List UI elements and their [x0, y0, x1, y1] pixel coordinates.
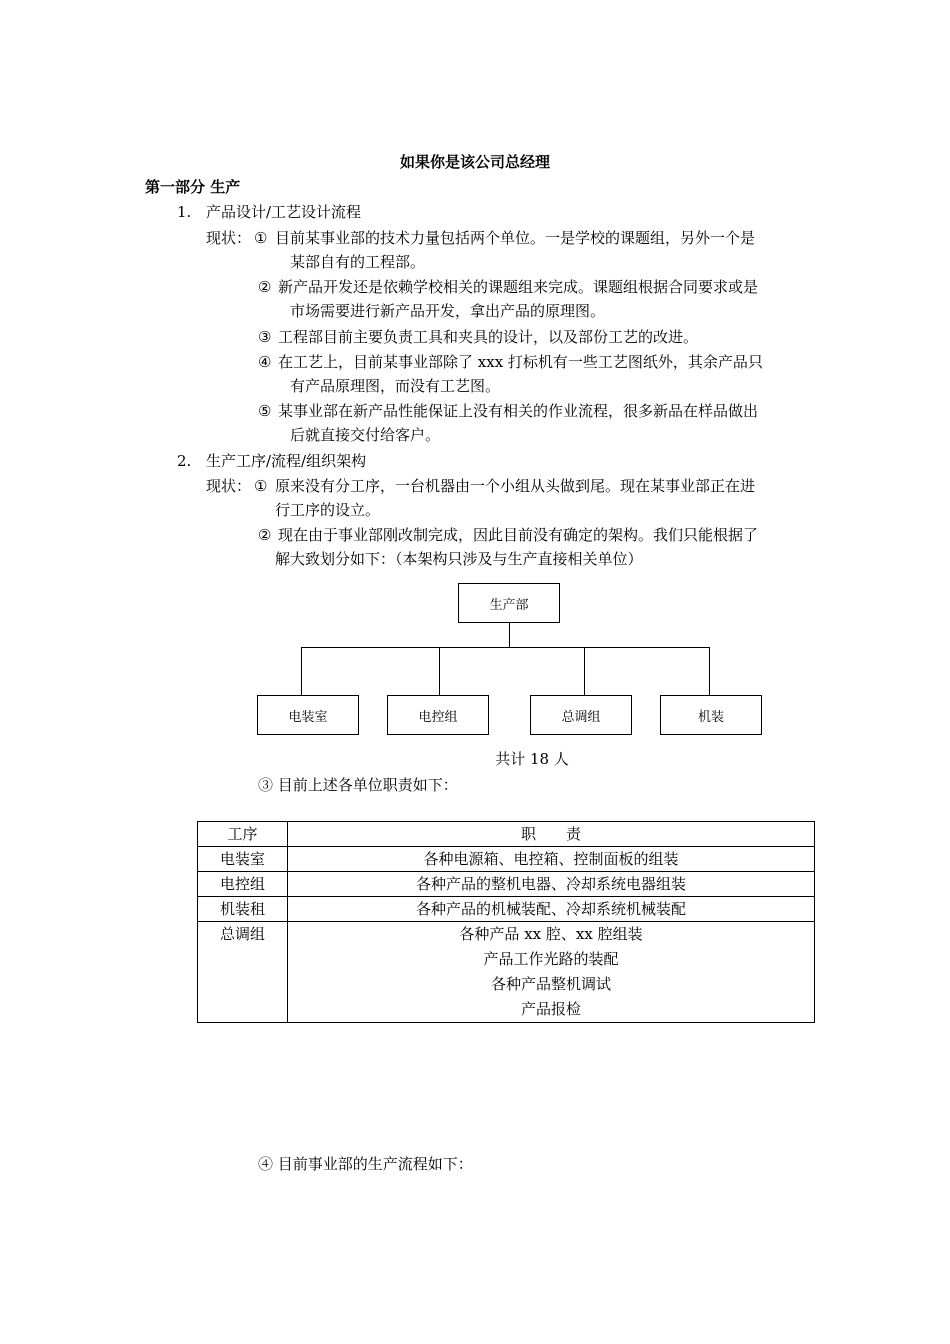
table-header-row: [198, 822, 815, 847]
section1-item1-mark: ①: [254, 229, 268, 247]
section2-item4: ④ 目前事业部的生产流程如下：: [258, 1155, 473, 1173]
table-row: [198, 872, 815, 897]
header-duty: 职 责: [288, 822, 815, 847]
section1-item2-line1: 新产品开发还是依赖学校相关的课题组来完成。课题组根据合同要求或是: [278, 278, 759, 296]
unit-cell: 总调组: [198, 922, 288, 1023]
section2-title: 生产工序/流程/组织架构: [206, 452, 367, 470]
section1-item4-mark: ④: [258, 353, 272, 371]
unit-cell: 机装租: [198, 897, 288, 922]
org-connector-branch: [301, 647, 302, 695]
duty-cell: 各种产品的机械装配、冷却系统机械装配: [288, 897, 815, 922]
unit-cell: 电控组: [198, 872, 288, 897]
section1-item1-line2: 某部自有的工程部。: [290, 253, 426, 271]
duty-line: 各种产品 xx 腔、xx 腔组装: [459, 925, 643, 943]
unit-cell: 电装室: [198, 847, 288, 872]
document-title: 如果你是该公司总经理: [399, 153, 550, 171]
org-total-caption: 共计 18 人: [495, 750, 569, 768]
section2-item1-line2: 行工序的设立。: [275, 501, 381, 519]
table-row: [198, 847, 815, 872]
section1-item3-mark: ③: [258, 328, 272, 346]
section1-item5-mark: ⑤: [258, 402, 272, 420]
header-process: 工序: [198, 822, 288, 847]
org-child-box: 机装: [660, 695, 762, 735]
org-root-box: 生产部: [458, 583, 560, 623]
section1-number: 1.: [177, 203, 192, 221]
org-connector-branch: [439, 647, 440, 695]
org-connector-horizontal: [301, 647, 710, 648]
section2-item1-line1: 原来没有分工序，一台机器由一个小组从头做到尾。现在某事业部正在进: [275, 477, 756, 495]
section1-item5-line1: 某事业部在新产品性能保证上没有相关的作业流程，很多新品在样品做出: [278, 402, 759, 420]
org-connector-branch: [709, 647, 710, 695]
section1-status-label: 现状：: [206, 229, 252, 247]
section2-item2-mark: ②: [258, 526, 272, 544]
org-child-box: 电装室: [257, 695, 359, 735]
section2-item1-mark: ①: [254, 477, 268, 495]
part-heading: 第一部分 生产: [145, 178, 241, 196]
section1-item3-line1: 工程部目前主要负责工具和夹具的设计，以及部份工艺的改进。: [278, 328, 699, 346]
duty-line: 各种产品整机调试: [490, 975, 611, 993]
section1-item1-line1: 目前某事业部的技术力量包括两个单位。一是学校的课题组，另外一个是: [275, 229, 756, 247]
table-row: [198, 897, 815, 922]
org-child-box: 电控组: [387, 695, 489, 735]
duty-cell: 各种产品的整机电器、冷却系统电器组装: [288, 872, 815, 897]
section2-number: 2.: [177, 452, 192, 470]
org-connector-branch: [584, 647, 585, 695]
section2-item2-line1: 现在由于事业部刚改制完成，因此目前没有确定的架构。我们只能根据了: [278, 526, 759, 544]
section2-status-label: 现状：: [206, 477, 252, 495]
duties-table: [197, 821, 815, 1023]
table-row: [198, 922, 815, 1023]
section1-item2-line2: 市场需要进行新产品开发，拿出产品的原理图。: [290, 302, 606, 320]
org-child-box: 总调组: [530, 695, 632, 735]
duty-cell: [288, 922, 815, 1023]
duty-line: 产品工作光路的装配: [483, 950, 619, 968]
section2-item3: ③ 目前上述各单位职责如下：: [258, 776, 458, 794]
duty-line: 产品报检: [520, 1000, 581, 1018]
section1-item5-line2: 后就直接交付给客户。: [290, 426, 441, 444]
duty-cell: 各种电源箱、电控箱、控制面板的组装: [288, 847, 815, 872]
section2-item2-line2: 解大致划分如下：（本架构只涉及与生产直接相关单位）: [275, 550, 643, 568]
section1-item2-mark: ②: [258, 278, 272, 296]
section1-item4-line1: 在工艺上，目前某事业部除了 xxx 打标机有一些工艺图纸外，其余产品只: [278, 353, 763, 371]
section1-title: 产品设计/工艺设计流程: [206, 203, 362, 221]
org-connector-vertical: [509, 623, 510, 647]
section1-item4-line2: 有产品原理图，而没有工艺图。: [290, 377, 501, 395]
